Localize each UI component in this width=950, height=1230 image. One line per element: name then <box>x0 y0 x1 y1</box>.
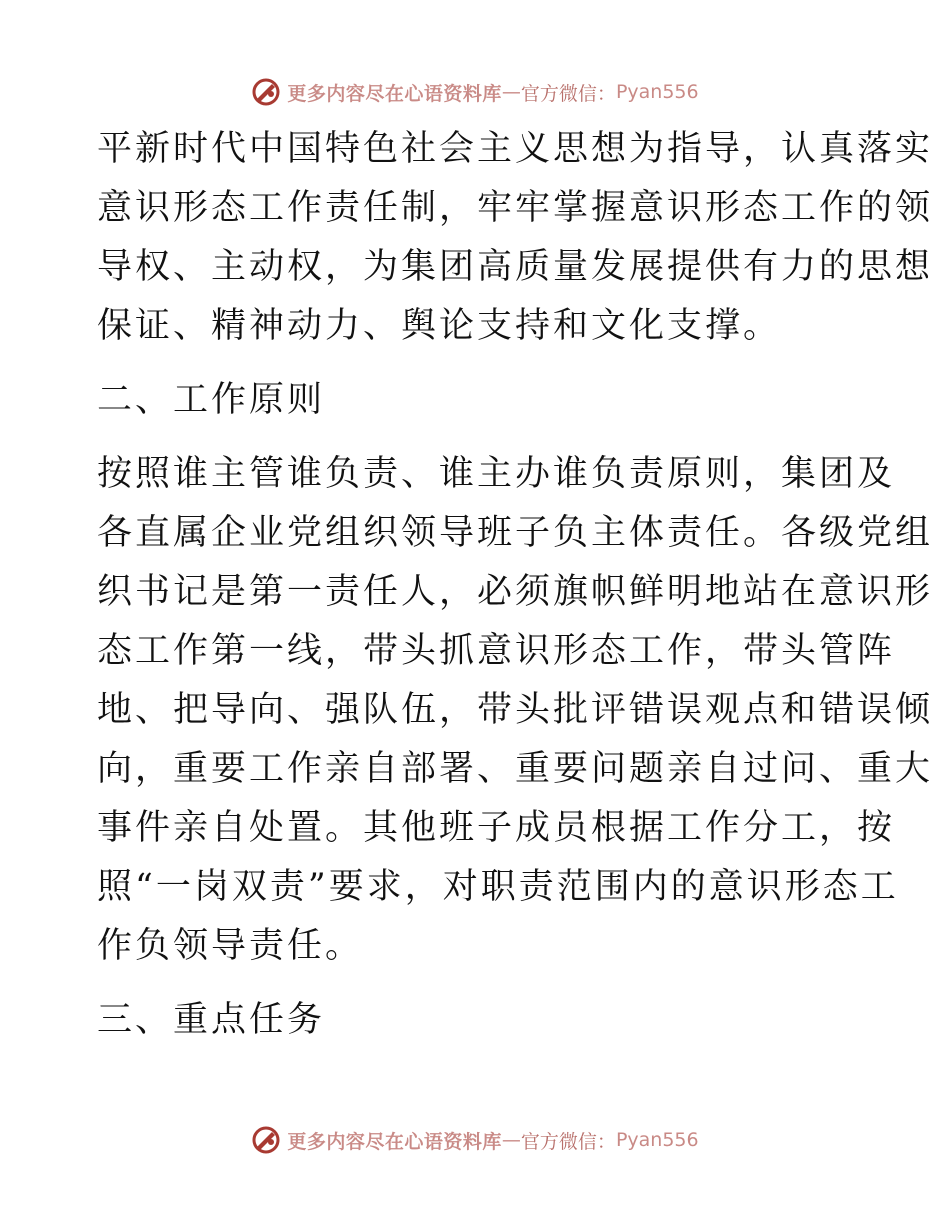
banner-title: 更多内容尽在心语资料库 <box>287 82 502 105</box>
text-line: 按照谁主管谁负责、谁主办谁负责原则，集团及 <box>97 454 896 494</box>
section-heading-3: 三、重点任务 <box>97 1000 326 1040</box>
banner-separator: — <box>501 1129 521 1151</box>
text-line: 意识形态工作责任制，牢牢掌握意识形态工作的领 <box>97 188 934 228</box>
paragraph-2 <box>97 445 934 976</box>
footer-banner <box>0 1120 950 1160</box>
brand-logo-icon <box>251 1125 281 1155</box>
wechat-label: 官方微信： <box>520 1130 616 1153</box>
text-line: 作负领导责任。 <box>97 926 364 966</box>
brand-logo-icon <box>251 77 281 107</box>
wechat-label: 官方微信： <box>520 82 616 105</box>
text-line: 各直属企业党组织领导班子负主体责任。各级党组 <box>97 513 934 553</box>
text-line: 织书记是第一责任人，必须旗帜鲜明地站在意识形 <box>97 572 934 612</box>
banner-title: 更多内容尽在心语资料库 <box>287 1130 502 1153</box>
text-line: 向，重要工作亲自部署、重要问题亲自过问、重大 <box>97 749 934 789</box>
text-line: 平新时代中国特色社会主义思想为指导，认真落实 <box>97 129 934 169</box>
text-line: 态工作第一线，带头抓意识形态工作，带头管阵 <box>97 631 896 671</box>
text-line: 照“一岗双责”要求，对职责范围内的意识形态工 <box>97 867 899 907</box>
banner-separator: — <box>501 81 521 103</box>
text-line: 地、把导向、强队伍，带头批评错误观点和错误倾 <box>97 690 934 730</box>
text-line: 事件亲自处置。其他班子成员根据工作分工，按 <box>97 808 896 848</box>
wechat-id: Pyan556 <box>615 81 699 103</box>
header-banner <box>0 72 950 112</box>
wechat-id: Pyan556 <box>615 1129 699 1151</box>
section-heading-2: 二、工作原则 <box>97 380 326 420</box>
paragraph-1 <box>97 120 934 356</box>
document-body <box>97 120 934 1050</box>
text-line: 保证、精神动力、舆论支持和文化支撑。 <box>97 306 782 346</box>
text-line: 导权、主动权，为集团高质量发展提供有力的思想 <box>97 247 934 287</box>
